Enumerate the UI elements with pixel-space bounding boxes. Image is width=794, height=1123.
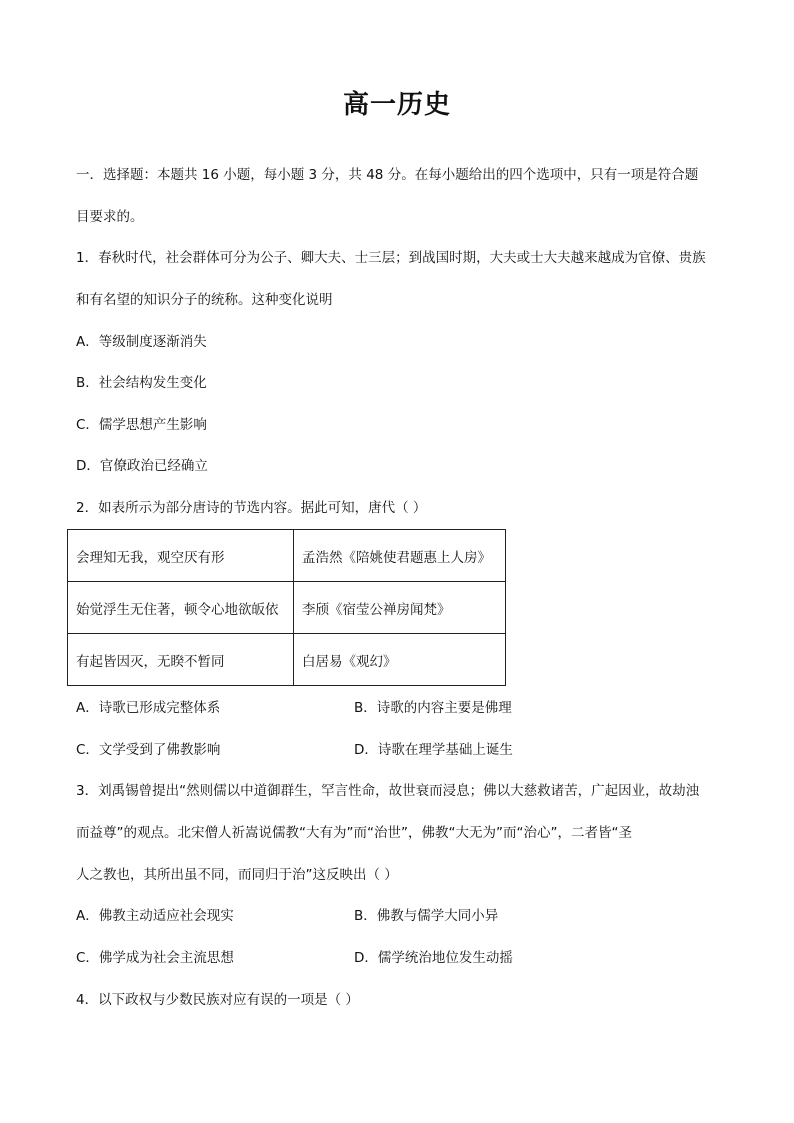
q2-option-b: B．诗歌的内容主要是佛理 <box>354 700 512 716</box>
poem-table <box>67 529 506 686</box>
q2-option-a: A．诗歌已形成完整体系 <box>76 700 221 716</box>
poem-verse-cell: 始觉浮生无住著，顿令心地欲皈依 <box>68 582 294 634</box>
q1-option-a: A．等级制度逐渐消失 <box>76 334 207 350</box>
poem-source-cell: 李颀《宿莹公禅房闻梵》 <box>294 582 506 634</box>
q2-option-d: D．诗歌在理学基础上诞生 <box>354 742 513 758</box>
poem-verse-cell: 有起皆因灭，无睽不暂同 <box>68 634 294 686</box>
table-row <box>68 634 506 686</box>
q1-option-c: C．儒学思想产生影响 <box>76 417 207 433</box>
section-instructions-line-1: 一．选择题：本题共 16 小题，每小题 3 分，共 48 分。在每小题给出的四个选项中，只有一项是符合题 <box>76 167 699 183</box>
q2-stem: 2．如表所示为部分唐诗的节选内容。据此可知，唐代（ ） <box>76 500 427 516</box>
q3-option-a: A．佛教主动适应社会现实 <box>76 908 234 924</box>
page-title: 高一历史 <box>342 90 451 120</box>
q3-option-d: D．儒学统治地位发生动摇 <box>354 950 513 966</box>
q3-stem-line-2: 而益尊”的观点。北宋僧人祈嵩说儒教“大有为”而“治世”，佛教“大无为”而“治心”，二者皆“圣 <box>76 825 632 841</box>
q1-option-b: B．社会结构发生变化 <box>76 375 207 391</box>
q3-option-c: C．佛学成为社会主流思想 <box>76 950 234 966</box>
q3-option-b: B．佛教与儒学大同小异 <box>354 908 499 924</box>
poem-verse-cell: 会理知无我，观空厌有形 <box>68 530 294 582</box>
q1-stem-line-1: 1．春秋时代，社会群体可分为公子、卿大夫、士三层；到战国时期，大夫或士大夫越来越成为官僚、贵族 <box>76 250 706 266</box>
table-row <box>68 582 506 634</box>
q2-option-c: C．文学受到了佛教影响 <box>76 742 221 758</box>
q1-stem-line-2: 和有名望的知识分子的统称。这种变化说明 <box>76 292 333 308</box>
section-instructions-line-2: 目要求的。 <box>76 209 144 225</box>
q1-option-d: D．官僚政治已经确立 <box>76 458 208 474</box>
q3-stem-line-1: 3．刘禹锡曾提出“然则儒以中道御群生，罕言性命，故世衰而浸息；佛以大慈救诸苦，广起因业，故劫浊 <box>76 783 700 799</box>
table-row <box>68 530 506 582</box>
poem-source-cell: 孟浩然《陪姚使君题惠上人房》 <box>294 530 506 582</box>
q3-stem-line-3: 人之教也，其所出虽不同，而同归于治”这反映出（ ） <box>76 867 398 883</box>
q4-stem: 4．以下政权与少数民族对应有误的一项是（ ） <box>76 992 359 1008</box>
poem-source-cell: 白居易《观幻》 <box>294 634 506 686</box>
